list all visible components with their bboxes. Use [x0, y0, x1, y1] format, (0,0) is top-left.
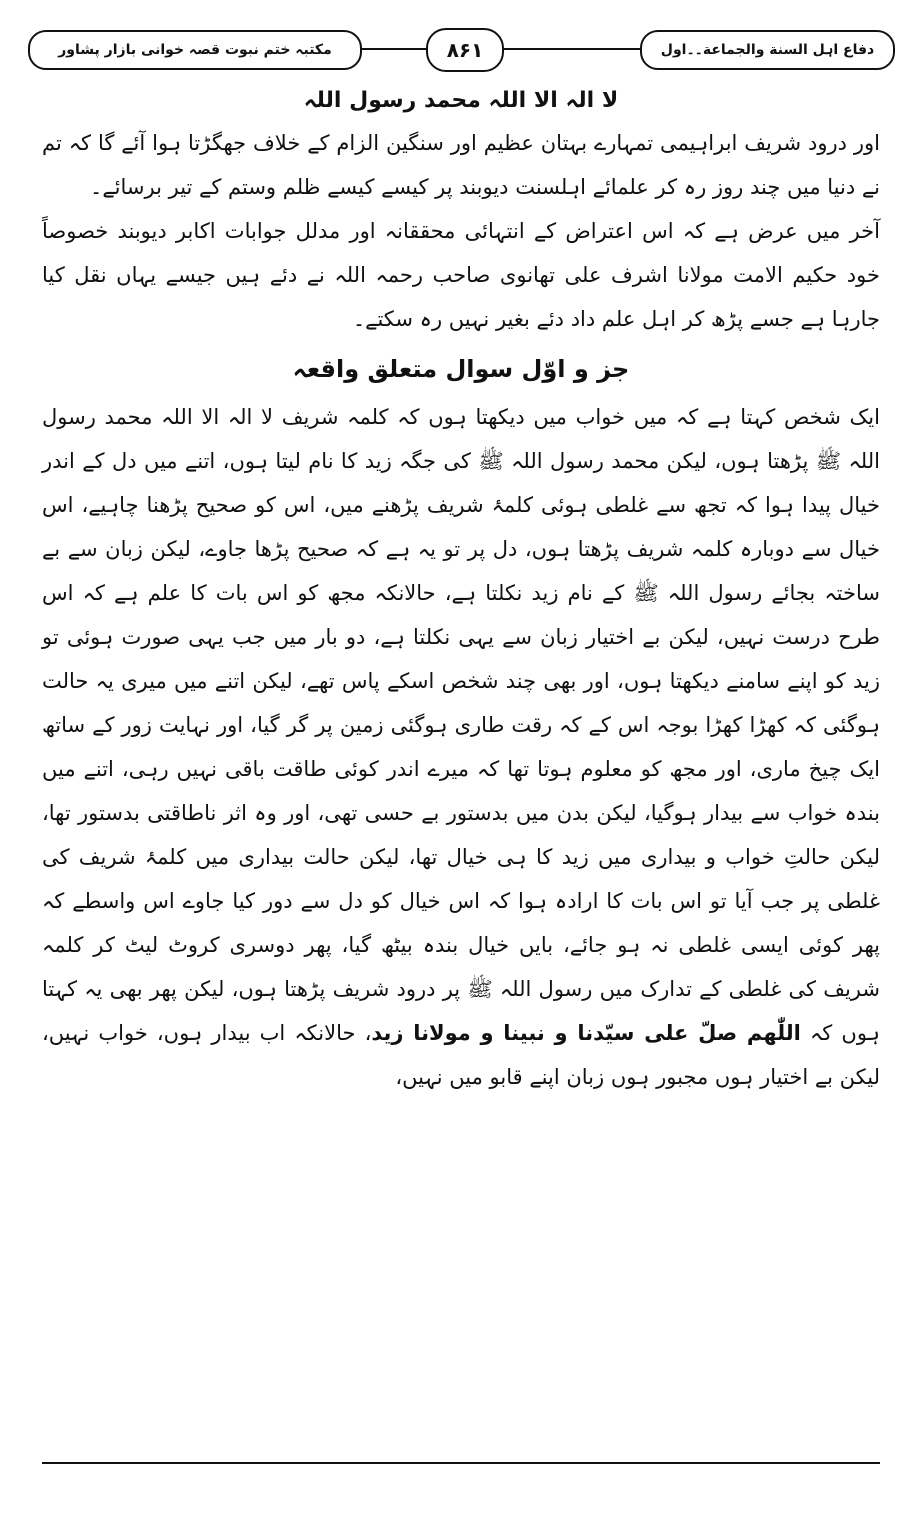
section-heading: جز و اوّل سوال متعلق واقعہ — [292, 355, 630, 383]
paragraph-1: اور درود شریف ابراہیمی تمہارے بہتان عظیم اور سنگین الزام کے خلاف جھگڑتا ہوا آئے گا کہ تم نے دنیا میں چند روز رہ کر علمائے اہلسنت دیوبند پر کیسے کیسے ظلم وستم کے تیر برسائے۔ — [42, 131, 880, 199]
book-title: دفاع اہل السنة والجماعة۔۔اول — [640, 30, 895, 70]
publisher-label: مکتبہ ختم نبوت قصہ خوانی بازار پشاور — [28, 30, 362, 70]
page-header — [28, 28, 895, 74]
footer-rule — [42, 1462, 880, 1464]
page-number: ۸۶۱ — [426, 28, 504, 72]
paragraph-3-text: ایک شخص کہتا ہے کہ میں خواب میں دیکھتا ہوں کہ کلمہ شریف لا الہ الا اللہ محمد رسول اللہ ﷺ پڑھتا ہوں، لیکن محمد رسول اللہ ﷺ کی جگہ زید کا نام لیتا ہوں، اتنے میں دل کے اندر خیال پیدا ہوا کہ تجھ سے غلطی ہوئی کلمۂ شریف پڑھنے میں، اس کو صحیح پڑھنا چاہیے، اس خیال سے دوبارہ کلمہ شریف پڑھتا ہوں، دل پر تو یہ ہے کہ صحیح پڑھا جاوے، لیکن زبان سے بے ساختہ بجائے رسول اللہ ﷺ کے نام زید نکلتا ہے، حالانکہ مجھ کو اس بات کا علم ہے کہ اس طرح درست نہیں، لیکن بے اختیار زبان سے یہی نکلتا ہے، دو بار میں جب یہی صورت ہوئی تو زید کو اپنے سامنے دیکھتا ہوں، اور بھی چند شخص اسکے پاس تھے، لیکن اتنے میں میری یہ حالت ہوگئی کہ کھڑا کھڑا بوجہ اس کے کہ رقت طاری ہوگئی زمین پر گر گیا، اور نہایت زور کے ساتھ ایک چیخ ماری، اور مجھ کو معلوم ہوتا تھا کہ میرے اندر کوئی طاقت باقی نہیں رہی، اتنے میں بندہ خواب سے بیدار ہوگیا، لیکن بدن میں بدستور بے حسی تھی، اور وہ اثر ناطاقتی بدستور تھا، لیکن حالتِ خواب و بیداری میں زید کا ہی خیال تھا، لیکن حالت بیداری میں کلمۂ شریف کی غلطی پر جب آیا تو اس بات کا ارادہ ہوا کہ اس خیال کو دل سے دور کیا جاوے اس واسطے کہ پھر کوئی ایسی غلطی نہ ہو جائے، بایں خیال بندہ بیٹھ گیا، پھر دوسری کروٹ لیٹ کر کلمہ شریف کی غلطی کے تدارک میں رسول اللہ ﷺ پر درود شریف پڑھتا ہوں، لیکن پھر بھی یہ کہتا ہوں کہ — [42, 405, 880, 1045]
durood-phrase: اللّٰھم صلّ علی سیّدنا و نبینا و مولانا زید — [371, 1021, 801, 1045]
page-body — [42, 86, 880, 1099]
paragraph-3-ending: ، حالانکہ اب بیدار ہوں، خواب نہیں، لیکن بے اختیار ہوں مجبور ہوں زبان اپنے قابو میں نہیں، — [42, 1021, 880, 1089]
kalima-heading: لا الہ الا اللہ محمد رسول اللہ — [303, 88, 619, 113]
paragraph-2: آخر میں عرض ہے کہ اس اعتراض کے انتہائی محققانہ اور مدلل جوابات اکابر دیوبند خصوصاً خود حکیم الامت مولانا اشرف علی تھانوی صاحب رحمہ اللہ نے دئے ہیں جیسے یہاں نقل کیا جارہا ہے جسے پڑھ کر اہل علم داد دئے بغیر نہیں رہ سکتے۔ — [42, 219, 880, 331]
paragraph-3 — [42, 395, 880, 1099]
